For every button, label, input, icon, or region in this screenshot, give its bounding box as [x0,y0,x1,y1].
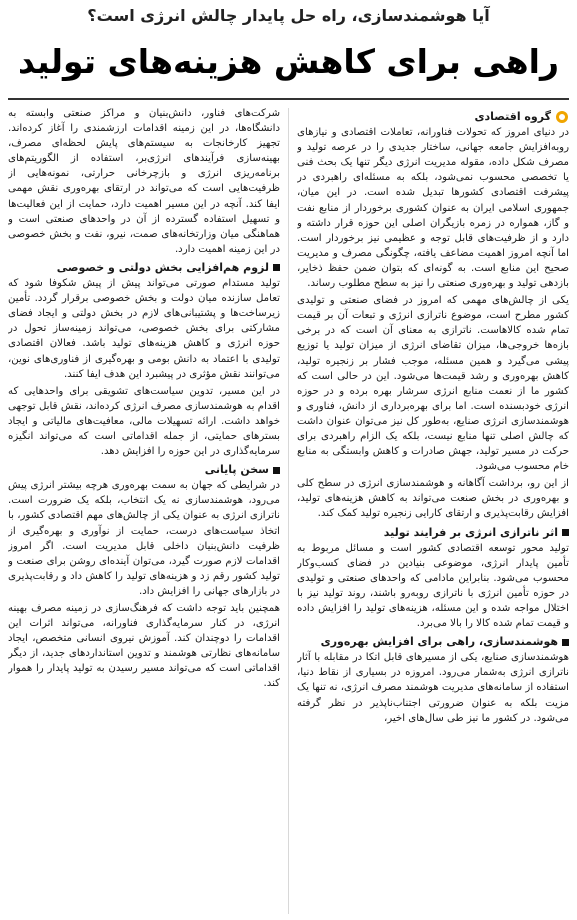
article-column-right [297,106,569,916]
paragraph: از این رو، برداشت آگاهانه و هوشمندسازی انرژی در سطح کلی و بهره‌وری در بخش صنعت می‌تواند به کاهش هزینه‌های تولید، افزایش رقابت‌پذیری و ارتقای کارایی زنجیره تولید کمک کند. [297,478,569,520]
paragraph: یکی از چالش‌های مهمی که امروز در فضای صنعتی و تولیدی کشور مطرح است، موضوع ناترازی انرژی و تبعات آن بر قیمت تمام شده کالاهاست. ناترازی به معنای آن است که در برخی بازه‌ها خروجی‌ها، میزان تقاضای انرژی از میزان تولید یا توزیع پیشی می‌گیرد و همین مسئله، موجب فشار بر زنجیره تولید، کاهش بهره‌وری و رشد قیمت‌ها می‌شود. این در حالی است که کشور ما از نعمت منابع انرژی سرشار بهره برده و در حوزه انرژی خودبسنده است. اما برای بهره‌برداری از دانش، فناوری و هوشمندسازی انرژی صنایع، به‌طور کل نیز می‌توان عنوان داشت که چالش اصلی تنها منابع نیست، بلکه یک الزام راهبردی برای حرکت در مسیر تولید، جهش صادرات و کاهش وابستگی به منابع خام محسوب می‌شود. [297,295,569,473]
headline-rule [8,98,569,100]
paragraph: در دنیای امروز که تحولات فناورانه، تعاملات اقتصادی و نیازهای روبه‌افزایش جامعه جهانی، ساختار جدیدی را در عرصه تولید و مصرف شکل داده، مقوله مدیریت انرژی دیگر تنها یک بحث فنی یا تخصصی محسوب نمی‌شود، بلکه به مسئله‌ای راهبردی در پیشرفت اقتصادی کشورها تبدیل شده است. در این میان، جمهوری اسلامی ایران به عنوان کشوری برخوردار از منابع نفت و گاز، همواره در زمره بازیگران اصلی این حوزه قرار داشته و دارد و از ظرفیت‌های قابل توجه و عظیمی نیز برخوردار است. اما آنچه امروز اهمیت مضاعف یافته، چگونگی مصرف و مدیریت صحیح این منابع است. به گونه‌ای که بتوان ضمن حفظ ذخایر، بازدهی تولید و بهره‌وری صنعتی را نیز به سطح مطلوب رساند. [297,127,569,290]
section-heading: هوشمندسازی، راهی برای افزایش بهره‌وری [297,634,569,649]
square-bullet-icon [562,529,569,536]
paragraph: هوشمندسازی صنایع، یکی از مسیرهای قابل اتکا در مقابله با آثار ناترازی انرژی به‌شمار می‌رود. امروزه در بسیاری از نقاط دنیا، استفاده از سامانه‌های مدیریت هوشمند مصرف انرژی، نه تنها یک مزیت بلکه به عنوان ضرورتی اجتناب‌ناپذیر در نظر گرفته می‌شود. در کشور ما نیز طی سال‌های اخیر، [297,652,569,724]
outlet-label [297,109,569,124]
section-heading: اثر ناترازی انرژی بر فرایند تولید [297,525,569,540]
paragraph: در این مسیر، تدوین سیاست‌های تشویقی برای واحدهایی که اقدام به هوشمندسازی مصرف انرژی کرده‌اند، نقش قابل توجهی خواهد داشت. ارائه تسهیلات مالی، معافیت‌های مالیاتی و ایجاد بسترهای حمایتی، از جمله اقداماتی است که می‌تواند انگیزه سرمایه‌گذاری در این حوزه را افزایش دهد. [8,385,280,458]
square-bullet-icon [273,467,280,474]
article-kicker: آیا هوشمندسازی، راه حل پایدار چالش انرژی است؟ [87,6,490,25]
paragraph: تولید محور توسعه اقتصادی کشور است و مسائل مربوط به تأمین پایدار انرژی، موضوعی بنیادین در فضای کسب‌وکار محسوب می‌شود. بنابراین مادامی که واحدهای صنعتی و تولیدی در حوزه تأمین انرژی با ناترازی روبه‌رو باشند، روند تولید نیز با اختلال مواجه شده و این مسئله، هزینه‌های تولید را افزایش داده و قیمت تمام شده کالا را بالا می‌برد. [297,542,569,630]
section-heading: لزوم هم‌افزایی بخش دولتی و خصوصی [8,260,280,275]
paragraph: همچنین باید توجه داشت که فرهنگ‌سازی در زمینه مصرف بهینه انرژی، در کنار سرمایه‌گذاری فناورانه، می‌تواند اثرات این اقدامات را دوچندان کند. آموزش نیروی انسانی متخصص، ایجاد سامانه‌های نظارتی هوشمند و تدوین استانداردهای جدید، از دیگر اقداماتی است که می‌تواند مسیر رسیدن به تولید پایدار را هموار کند. [8,603,280,690]
column-divider [288,108,289,914]
paragraph: تولید مستدام صورتی می‌تواند پیش از پیش شکوفا شود که تعامل سازنده میان دولت و بخش خصوصی برقرار گردد. تأمین زیرساخت‌ها و پشتیبانی‌های لازم در بخش دولتی و ایجاد فضای مشارکتی برای بخش خصوصی، می‌تواند زمینه‌ساز تحول در حوزه انرژی و کاهش هزینه‌های تولید باشد. فعالان اقتصادی تولیدی با اعتماد به دانش بومی و بهره‌گیری از فناوری‌های نوین، می‌توانند نقش مؤثری در پیشبرد این هدف ایفا کنند. [8,278,280,380]
outlet-name: گروه اقتصادی [474,110,551,123]
article-headline: راهی برای کاهش هزینه‌های تولید [18,42,559,81]
section-heading: سخن پایانی [8,462,280,477]
outlet-mark-icon [555,110,569,124]
article-column-left [8,106,280,916]
paragraph: شرکت‌های فناور، دانش‌بنیان و مراکز صنعتی وابسته به دانشگاه‌ها، در این زمینه اقدامات ارزشمندی را آغاز کرده‌اند. تجهیز کارخانجات به سیستم‌های پایش لحظه‌ای مصرف، بهینه‌سازی فرآیندهای انرژی‌بر، استفاده از الگوریتم‌های برنامه‌ریزی انرژی و بازچرخانی حرارتی، نمونه‌هایی از ظرفیت‌هایی است که می‌تواند در ارتقای بهره‌وری نقش مهمی ایفا کند. آنچه در این مسیر اهمیت دارد، حمایت از این فعالیت‌ها و تسهیل استفاده گسترده از آن در واحدهای صنعتی است و هماهنگی میان وزارتخانه‌های صمت، نیرو، نفت و بخش خصوصی در این زمینه اهمیت دارد. [8,108,280,255]
square-bullet-icon [562,639,569,646]
square-bullet-icon [273,264,280,271]
paragraph: در شرایطی که جهان به سمت بهره‌وری هرچه بیشتر انرژی پیش می‌رود، هوشمندسازی نه یک انتخاب، بلکه یک ضرورت است. ناترازی انرژی به عنوان یکی از چالش‌های مهم اقتصادی کشور، با اتخاذ سیاست‌های درست، حمایت از نوآوری و بهره‌گیری از ظرفیت دانش‌بنیان داخلی قابل مدیریت است. اگر امروز اقدامات لازم صورت گیرد، می‌توان آینده‌ای روشن برای صنعت و تولید کشور رقم زد و هزینه‌های تولید را کاهش داد و رقابت‌پذیری در بازارهای جهانی را افزایش داد. [8,480,280,597]
